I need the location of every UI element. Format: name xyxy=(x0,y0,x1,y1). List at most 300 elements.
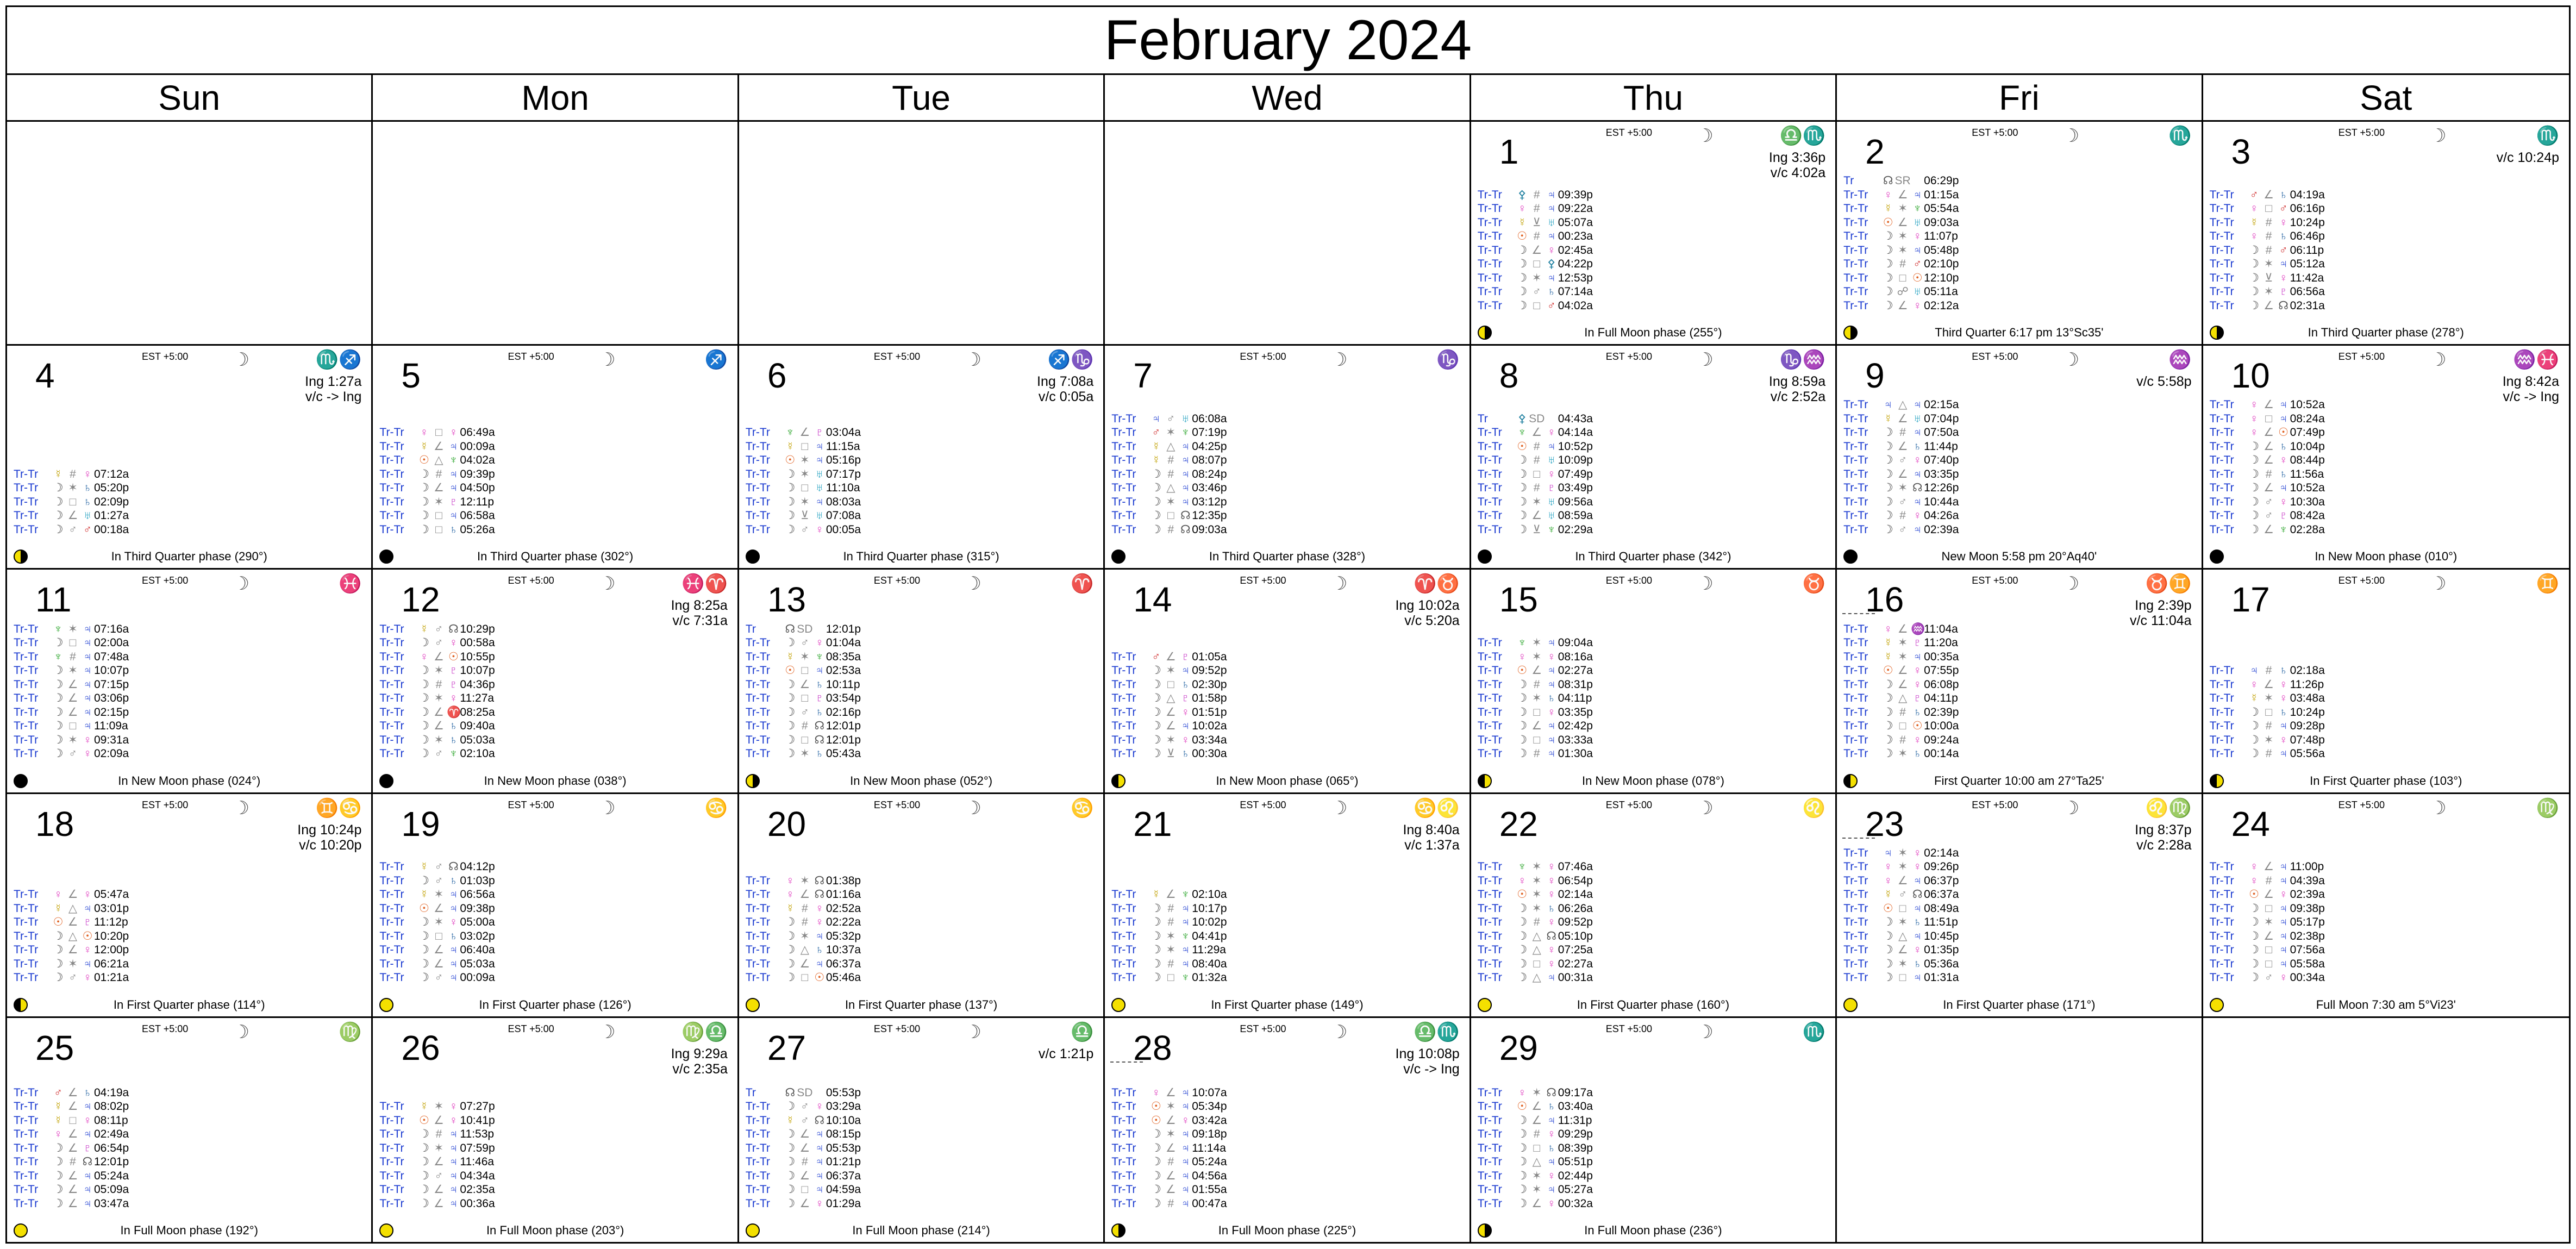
planet-glyph: ☊ xyxy=(814,733,825,746)
day-cell[interactable] xyxy=(2203,346,2569,570)
timezone-label: EST +5:00 xyxy=(1972,575,2018,586)
planet-glyph: ♄ xyxy=(449,874,458,887)
moon-sign: ♓ xyxy=(339,573,362,595)
aspect-time: 04:41p xyxy=(1192,929,1227,942)
moon-symbol: ☽ xyxy=(233,573,250,595)
aspect-label: Tr-Tr xyxy=(379,482,404,495)
aspect-row xyxy=(379,691,729,705)
aspect-row xyxy=(2210,412,2561,426)
day-number: 10 xyxy=(2231,356,2270,396)
aspect-list xyxy=(746,622,1096,761)
aspect-row xyxy=(1843,481,2193,495)
aspect-row xyxy=(1111,915,1461,929)
planet-glyph: ☉ xyxy=(814,971,825,984)
aspect-list xyxy=(2210,860,2561,985)
day-cell[interactable] xyxy=(1471,1018,1837,1242)
planet-glyph: ♃ xyxy=(1547,1183,1556,1196)
aspect-row xyxy=(1478,1183,1828,1197)
planet-glyph: ♄ xyxy=(449,733,458,746)
day-cell[interactable] xyxy=(1837,1018,2203,1242)
planet-glyph: ♃ xyxy=(1181,495,1190,508)
aspect-row xyxy=(379,467,729,482)
aspect-time: 02:15a xyxy=(1924,398,1959,411)
day-cell[interactable] xyxy=(1837,794,2203,1018)
planet-glyph: ♆ xyxy=(1517,860,1527,873)
aspect-label: Tr-Tr xyxy=(379,664,404,677)
aspect-glyph: △ xyxy=(1532,929,1541,942)
day-cell[interactable] xyxy=(7,122,373,346)
planet-glyph: ♄ xyxy=(2279,705,2288,719)
planet-glyph: ♀ xyxy=(1181,733,1190,746)
aspect-glyph: # xyxy=(1533,1128,1540,1140)
day-cell[interactable] xyxy=(373,1018,739,1242)
planet-glyph: ♀ xyxy=(1547,426,1556,439)
planet-glyph: ☽ xyxy=(1883,733,1893,746)
aspect-list xyxy=(1111,412,1461,537)
aspect-row xyxy=(1478,957,1828,971)
planet-glyph: ♃ xyxy=(815,440,824,453)
aspect-glyph: # xyxy=(1533,440,1540,453)
day-cell[interactable] xyxy=(373,122,739,346)
planet-glyph: ☽ xyxy=(2249,957,2259,970)
dashed-marker xyxy=(1842,613,1875,614)
planet-glyph: ♀ xyxy=(2249,426,2259,439)
aspect-row xyxy=(14,719,364,733)
aspect-row xyxy=(14,929,364,944)
day-cell[interactable] xyxy=(739,570,1105,794)
aspect-time: 05:16p xyxy=(826,454,861,467)
aspect-time: 06:11p xyxy=(2290,243,2324,257)
aspect-glyph: ♂ xyxy=(800,636,809,650)
aspect-glyph: ∠ xyxy=(1165,1141,1176,1154)
aspect-label: Tr-Tr xyxy=(1111,902,1136,915)
planet-glyph: ♃ xyxy=(815,664,824,677)
planet-glyph: ☿ xyxy=(1152,440,1161,453)
planet-glyph: ♃ xyxy=(449,440,458,453)
planet-glyph: ♃ xyxy=(1181,1100,1190,1113)
aspect-time: 11:14a xyxy=(1192,1141,1226,1154)
aspect-time: 03:34a xyxy=(1192,733,1227,746)
planet-glyph: ♃ xyxy=(1884,846,1893,859)
aspect-time: 10:29p xyxy=(460,622,495,635)
aspect-time: 08:15p xyxy=(826,1128,861,1140)
planet-glyph: ♀ xyxy=(1913,664,1922,677)
planet-glyph: ☽ xyxy=(1517,1114,1528,1127)
planet-glyph: ☉ xyxy=(2249,888,2259,901)
aspect-label: Tr-Tr xyxy=(14,467,39,480)
planet-glyph: ☉ xyxy=(82,929,93,942)
moon-phase-text: In New Moon phase (038°) xyxy=(484,773,627,788)
aspect-row xyxy=(1111,495,1461,509)
aspect-glyph: ∠ xyxy=(2264,482,2274,495)
planet-glyph: ♂ xyxy=(1913,258,1922,271)
aspect-label: Tr-Tr xyxy=(379,1114,404,1127)
planet-glyph: ♇ xyxy=(2279,285,2288,298)
planet-glyph: ☽ xyxy=(2249,440,2259,453)
day-cell[interactable] xyxy=(1471,346,1837,570)
moon-sign: ♎♏ xyxy=(1779,126,1826,146)
aspect-time: 09:39p xyxy=(1558,188,1593,201)
day-cell[interactable] xyxy=(1837,570,2203,794)
aspect-label: Tr-Tr xyxy=(1111,650,1136,663)
planet-glyph: ♃ xyxy=(1547,664,1556,677)
planet-glyph: ♃ xyxy=(815,1183,824,1196)
aspect-time: 08:35a xyxy=(826,650,861,663)
planet-glyph: ☊ xyxy=(785,622,796,635)
planet-glyph xyxy=(1545,412,1558,426)
aspect-glyph: □ xyxy=(1533,299,1541,312)
planet-glyph: ♅ xyxy=(1547,216,1556,229)
aspect-glyph: ✶ xyxy=(68,622,78,635)
aspect-row xyxy=(746,929,1096,944)
aspect-row xyxy=(1478,481,1828,495)
planet-glyph: ☽ xyxy=(1151,944,1161,957)
planet-glyph: ♆ xyxy=(449,454,458,467)
moon-sign: ♋ xyxy=(704,797,728,819)
planet-glyph: ♆ xyxy=(1517,426,1527,439)
planet-glyph: ☽ xyxy=(1151,1128,1161,1140)
aspect-glyph: SD xyxy=(797,622,813,635)
planet-glyph: ♀ xyxy=(2249,860,2259,873)
aspect-row xyxy=(1111,719,1461,733)
aspect-time: 01:21a xyxy=(94,971,129,984)
aspect-time: 02:28a xyxy=(2290,523,2325,536)
planet-glyph: ☽ xyxy=(1517,509,1528,522)
planet-glyph: ♀ xyxy=(815,1100,824,1113)
aspect-time: 07:15p xyxy=(94,678,129,691)
day-cell[interactable] xyxy=(2203,122,2569,346)
aspect-time: 05:53p xyxy=(826,1141,861,1154)
aspect-label: Tr-Tr xyxy=(1111,509,1136,522)
aspect-time: 07:08a xyxy=(826,509,861,522)
aspect-row xyxy=(2210,229,2561,243)
aspect-time: 12:00p xyxy=(94,944,129,957)
planet-glyph: ☽ xyxy=(1151,1141,1161,1154)
aspect-row xyxy=(1478,257,1828,271)
aspect-time: 05:24a xyxy=(94,1169,129,1182)
day-cell[interactable] xyxy=(1471,122,1837,346)
day-cell[interactable] xyxy=(1105,1018,1471,1242)
moon-sign: ♒♓ xyxy=(2513,349,2559,371)
day-cell[interactable] xyxy=(739,794,1105,1018)
aspect-time: 09:40a xyxy=(460,720,495,733)
aspect-glyph: ∠ xyxy=(1531,509,1542,522)
planet-glyph: ☽ xyxy=(419,636,429,650)
planet-glyph: ☿ xyxy=(1884,636,1893,650)
aspect-glyph: ∠ xyxy=(1897,622,1908,635)
day-cell[interactable] xyxy=(739,122,1105,346)
aspect-glyph: SD xyxy=(1529,412,1545,425)
aspect-glyph: ∠ xyxy=(1165,1169,1176,1182)
day-cell[interactable] xyxy=(1837,122,2203,346)
planet-glyph: ♃ xyxy=(1181,1086,1190,1099)
planet-glyph: ♅ xyxy=(1913,285,1922,298)
aspect-glyph: ∠ xyxy=(1531,1114,1542,1127)
weekday-mon: Mon xyxy=(373,75,739,120)
aspect-label: Tr-Tr xyxy=(1843,874,1868,887)
aspect-time: 11:27a xyxy=(460,692,495,705)
aspect-label: Tr-Tr xyxy=(14,1156,39,1168)
planet-glyph: ♃ xyxy=(449,509,458,522)
planet-glyph: ☿ xyxy=(785,902,795,915)
aspect-label: Tr-Tr xyxy=(379,509,404,522)
aspect-row xyxy=(746,943,1096,957)
day-cell[interactable] xyxy=(1471,570,1837,794)
planet-glyph: ♇ xyxy=(1913,636,1922,650)
aspect-row xyxy=(1111,481,1461,495)
aspect-label: Tr-Tr xyxy=(1111,1100,1136,1113)
day-cell[interactable] xyxy=(2203,1018,2569,1242)
moon-phase-text: In Third Quarter phase (302°) xyxy=(477,549,634,564)
aspect-glyph: ∠ xyxy=(1897,664,1908,677)
planet-glyph: ☽ xyxy=(1151,1156,1161,1168)
aspect-time: 11:56a xyxy=(2290,467,2324,480)
day-cell[interactable] xyxy=(1471,794,1837,1018)
aspect-row xyxy=(746,1127,1096,1141)
planet-glyph: ♃ xyxy=(83,902,92,915)
aspect-row xyxy=(1111,691,1461,705)
aspect-label: Tr-Tr xyxy=(2209,523,2234,536)
aspect-label: Tr-Tr xyxy=(745,426,770,439)
planet-glyph: ☽ xyxy=(419,495,429,508)
planet-glyph: ♀ xyxy=(2249,398,2259,411)
aspect-label: Tr-Tr xyxy=(379,705,404,719)
day-cell[interactable] xyxy=(1105,570,1471,794)
day-cell[interactable] xyxy=(1105,794,1471,1018)
aspect-label: Tr-Tr xyxy=(1477,916,1502,929)
aspect-row xyxy=(14,636,364,650)
planet-glyph: ♃ xyxy=(1181,1197,1190,1210)
planet-glyph: ♄ xyxy=(449,929,458,942)
planet-glyph: ♀ xyxy=(1913,299,1922,312)
moon-symbol: ☽ xyxy=(2430,126,2447,146)
aspect-time: 05:47a xyxy=(94,888,129,901)
planet-glyph: ♃ xyxy=(2279,720,2288,733)
day-cell[interactable] xyxy=(1105,346,1471,570)
aspect-glyph: □ xyxy=(1167,509,1174,522)
moon-phase-text: In First Quarter phase (160°) xyxy=(1577,997,1730,1011)
aspect-row xyxy=(1111,957,1461,971)
planet-glyph: ☽ xyxy=(2249,299,2259,312)
day-cell[interactable] xyxy=(7,346,373,570)
planet-glyph: ☽ xyxy=(785,495,796,508)
aspect-time: 01:35p xyxy=(1924,944,1959,957)
moon-phase-text: First Quarter 10:00 am 27°Ta25' xyxy=(1934,773,2104,788)
aspect-time: 06:29p xyxy=(1924,174,1959,188)
aspect-row xyxy=(379,733,729,747)
aspect-time: 03:40a xyxy=(1558,1100,1593,1113)
day-cell[interactable] xyxy=(373,570,739,794)
moon-phase-text: In First Quarter phase (126°) xyxy=(479,997,632,1011)
planet-glyph: ♃ xyxy=(449,1183,458,1196)
planet-glyph: ☿ xyxy=(2249,216,2259,229)
planet-glyph: ♀ xyxy=(1547,874,1556,887)
planet-glyph: ☽ xyxy=(1517,1128,1528,1140)
planet-glyph: ♃ xyxy=(815,454,824,467)
planet-glyph: ☽ xyxy=(1883,747,1893,760)
aspect-time: 03:06p xyxy=(94,692,129,705)
aspect-row xyxy=(1843,412,2193,426)
planet-glyph: ♃ xyxy=(1547,636,1556,650)
aspect-row xyxy=(1843,495,2193,509)
day-cell[interactable] xyxy=(7,1018,373,1242)
aspect-time: 03:12p xyxy=(1192,495,1227,508)
planet-glyph: ♆ xyxy=(1181,929,1190,942)
aspect-glyph: ♂ xyxy=(434,622,443,635)
planet-glyph: ☽ xyxy=(1517,299,1528,312)
aspect-label: Tr-Tr xyxy=(1477,271,1502,284)
aspect-glyph: ♂ xyxy=(2264,971,2273,984)
planet-glyph: ♃ xyxy=(1547,271,1556,284)
planet-glyph: ☽ xyxy=(2249,720,2259,733)
aspect-glyph: # xyxy=(435,1128,442,1140)
moon-symbol: ☽ xyxy=(233,797,250,819)
aspect-glyph: ∠ xyxy=(1531,1100,1542,1113)
planet-glyph: ☽ xyxy=(1883,929,1893,942)
aspect-time: 03:47a xyxy=(94,1197,129,1210)
aspect-label: Tr-Tr xyxy=(379,678,404,691)
aspect-time: 02:27a xyxy=(1558,664,1593,677)
planet-glyph: ♄ xyxy=(2279,440,2288,453)
aspect-glyph: ✶ xyxy=(434,1100,444,1113)
planet-glyph: ♀ xyxy=(54,888,62,901)
day-cell[interactable] xyxy=(1105,122,1471,346)
aspect-label: Tr-Tr xyxy=(745,720,770,733)
aspect-row xyxy=(1111,733,1461,747)
aspect-label: Tr-Tr xyxy=(1111,705,1136,719)
void-of-course: v/c 2:35a xyxy=(672,1061,728,1077)
planet-glyph: ♄ xyxy=(83,1086,92,1099)
moon-sign: ♏ xyxy=(2536,126,2559,146)
aspect-glyph: ♂ xyxy=(434,874,443,887)
timezone-label: EST +5:00 xyxy=(2338,799,2385,810)
planet-glyph: ☉ xyxy=(53,916,64,929)
aspect-row xyxy=(1478,1086,1828,1100)
day-cell[interactable] xyxy=(7,570,373,794)
aspect-time: 05:11a xyxy=(1924,285,1958,298)
timezone-label: EST +5:00 xyxy=(1605,1023,1652,1034)
aspect-time: 02:10a xyxy=(1192,888,1227,901)
aspect-list xyxy=(379,1100,729,1210)
planet-glyph: ☊ xyxy=(1180,523,1191,536)
moon-symbol: ☽ xyxy=(965,573,981,595)
aspect-time: 08:44p xyxy=(2290,454,2325,467)
aspect-time: 08:49a xyxy=(1924,902,1959,915)
moon-symbol: ☽ xyxy=(2430,797,2447,819)
day-cell[interactable] xyxy=(739,1018,1105,1242)
aspect-row xyxy=(2210,243,2561,258)
aspect-label: Tr-Tr xyxy=(1843,747,1868,760)
aspect-label: Tr-Tr xyxy=(1843,412,1868,425)
planet-glyph: ♆ xyxy=(1547,523,1556,536)
aspect-row xyxy=(1843,705,2193,720)
aspect-glyph: □ xyxy=(435,426,442,439)
planet-glyph: ☽ xyxy=(1883,426,1893,439)
aspect-glyph: ✶ xyxy=(1531,860,1542,873)
planet-glyph: ☽ xyxy=(785,1169,796,1182)
aspect-label: Tr-Tr xyxy=(1477,720,1502,733)
aspect-glyph: # xyxy=(70,467,76,480)
aspect-time: 06:46p xyxy=(2290,230,2325,243)
aspect-row xyxy=(2210,678,2561,692)
moon-phase-text: Third Quarter 6:17 pm 13°Sc35' xyxy=(1935,326,2104,340)
aspect-glyph: # xyxy=(1533,202,1540,215)
planet-glyph: ☽ xyxy=(1151,523,1161,536)
aspect-row xyxy=(2210,957,2561,971)
aspect-glyph: ✶ xyxy=(1531,636,1542,650)
aspect-time: 12:01p xyxy=(826,622,861,635)
day-cell[interactable] xyxy=(7,794,373,1018)
aspect-row xyxy=(14,902,364,916)
day-cell[interactable] xyxy=(373,794,739,1018)
planet-glyph: ♀ xyxy=(2279,454,2288,467)
planet-glyph: ☽ xyxy=(1883,495,1893,508)
aspect-label: Tr-Tr xyxy=(379,1197,404,1210)
day-cell[interactable] xyxy=(373,346,739,570)
aspect-time: 10:30a xyxy=(2290,495,2325,508)
planet-glyph: ♃ xyxy=(1547,720,1556,733)
aspect-glyph: ♂ xyxy=(434,1169,443,1182)
aspect-time: 07:19p xyxy=(1192,426,1227,439)
planet-glyph: ♅ xyxy=(83,509,92,522)
timezone-label: EST +5:00 xyxy=(873,799,921,810)
day-cell[interactable] xyxy=(739,346,1105,570)
moon-symbol: ☽ xyxy=(2062,573,2080,595)
aspect-label: Tr-Tr xyxy=(379,1141,404,1154)
aspect-row xyxy=(1478,860,1828,874)
planet-glyph: ♄ xyxy=(815,678,824,691)
planet-glyph: ☿ xyxy=(785,650,795,663)
planet-glyph: ☽ xyxy=(1517,929,1528,942)
moon-phase-text: In Full Moon phase (255°) xyxy=(1584,326,1722,340)
planet-glyph: ♂ xyxy=(83,523,92,536)
day-cell[interactable] xyxy=(1837,346,2203,570)
planet-glyph: ♃ xyxy=(1152,412,1161,425)
aspect-glyph: ∠ xyxy=(1165,705,1176,719)
aspect-glyph: ∠ xyxy=(2264,440,2274,453)
aspect-glyph: SD xyxy=(797,1086,813,1099)
planet-glyph: ♅ xyxy=(815,509,824,522)
planet-glyph: ♅ xyxy=(1913,216,1922,229)
planet-glyph xyxy=(813,1086,826,1100)
planet-glyph: ☽ xyxy=(785,929,796,942)
aspect-glyph: △ xyxy=(1532,1156,1541,1168)
planet-glyph: ☽ xyxy=(1883,957,1893,970)
aspect-time: 08:03a xyxy=(826,495,861,508)
planet-glyph: ♃ xyxy=(1181,1141,1190,1154)
aspect-time: 01:04a xyxy=(826,636,861,650)
aspect-label: Tr-Tr xyxy=(1843,398,1868,411)
planet-glyph: ♃ xyxy=(1913,467,1922,480)
planet-glyph: ☽ xyxy=(785,482,796,495)
planet-glyph: ♃ xyxy=(1181,957,1190,970)
aspect-glyph: ✶ xyxy=(1531,495,1542,508)
day-cell[interactable] xyxy=(2203,794,2569,1018)
aspect-label: Tr-Tr xyxy=(1843,902,1868,915)
aspect-glyph: □ xyxy=(1167,971,1174,984)
aspect-label: Tr-Tr xyxy=(379,426,404,439)
aspect-row xyxy=(2210,398,2561,412)
planet-glyph: ☽ xyxy=(785,636,796,650)
aspect-label: Tr-Tr xyxy=(2209,440,2234,453)
planet-glyph: ☽ xyxy=(1151,705,1161,719)
aspect-glyph: ♂ xyxy=(68,747,77,760)
aspect-time: 10:07a xyxy=(1192,1086,1227,1099)
timezone-label: EST +5:00 xyxy=(508,799,554,810)
planet-glyph: ☽ xyxy=(1883,299,1893,312)
day-cell[interactable] xyxy=(2203,570,2569,794)
planet-glyph: ☊ xyxy=(1912,888,1923,901)
